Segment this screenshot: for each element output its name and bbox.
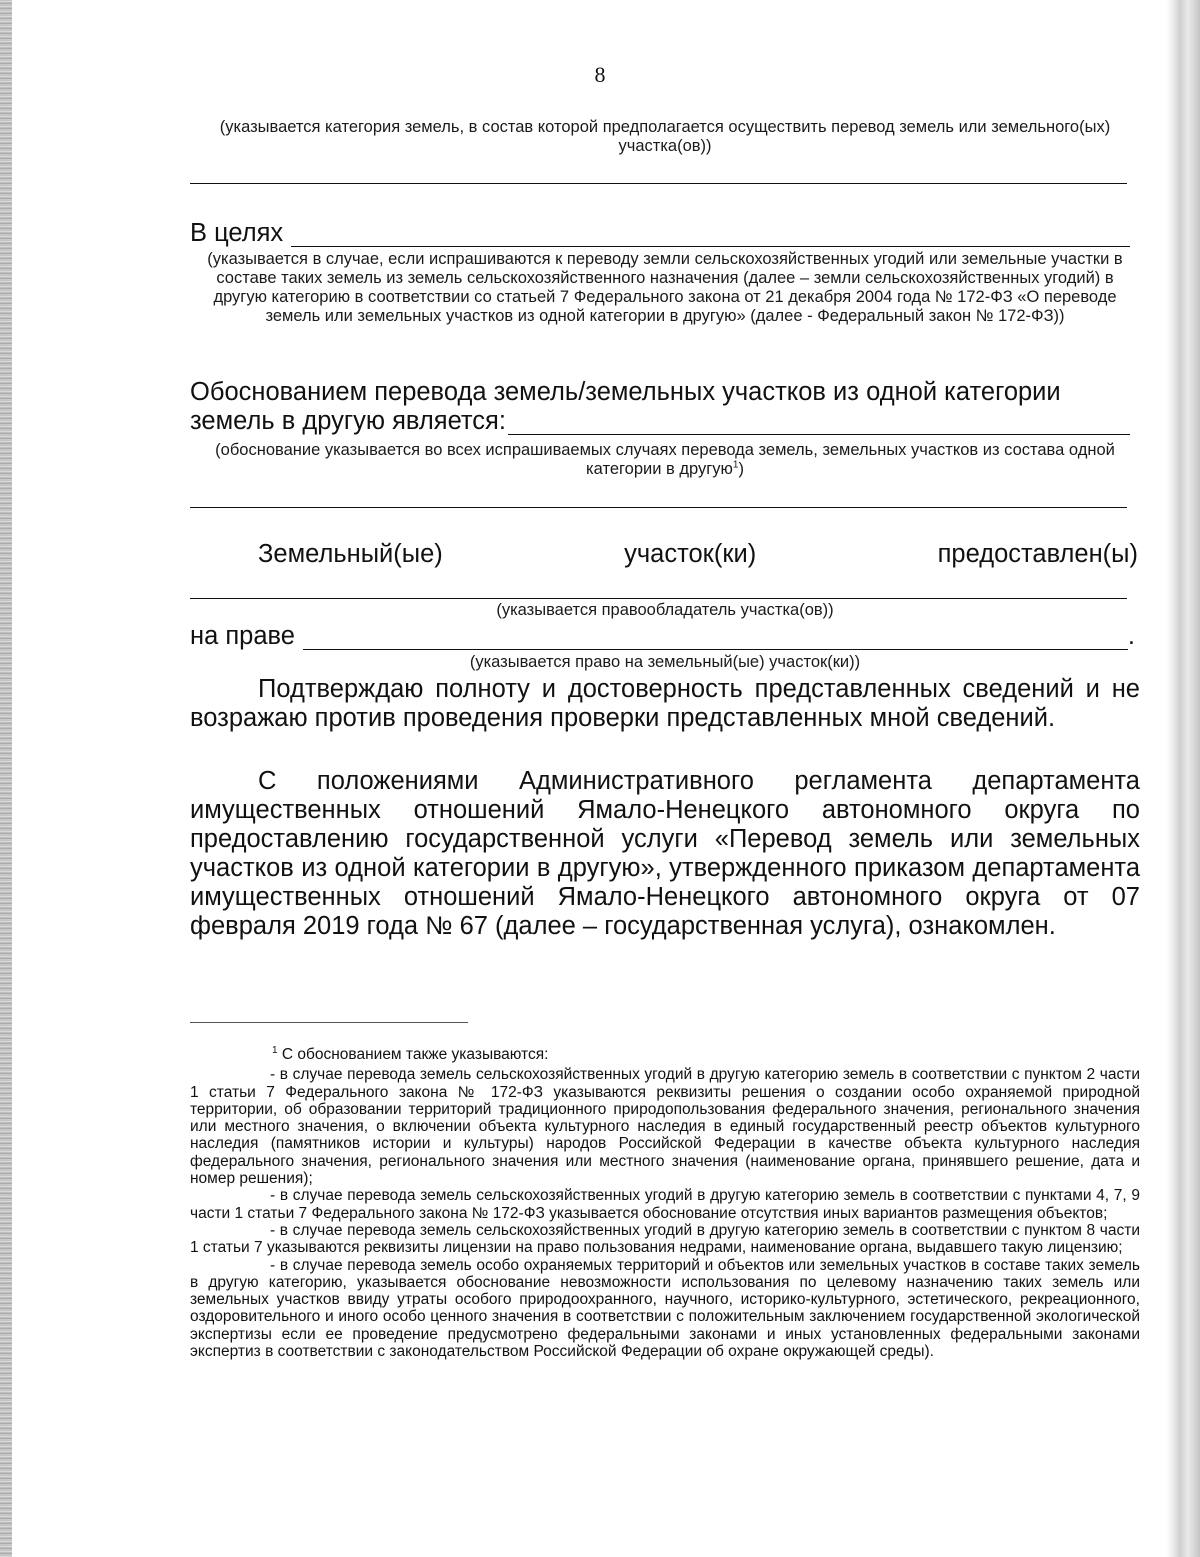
justification-line1: Обоснованием перевода земель/земельных участков из одной категории <box>190 378 1061 406</box>
page-number: 8 <box>594 62 606 87</box>
justification-fill-line[interactable] <box>508 412 1130 435</box>
right-end: . <box>1127 622 1135 650</box>
justification-line2: земель в другую является: <box>190 407 506 435</box>
plots-word-2: участок(ки) <box>624 540 757 568</box>
right-fill-line[interactable] <box>303 627 1128 650</box>
right-label: на праве <box>190 622 295 650</box>
confirm-paragraph: Подтверждаю полноту и достоверность представленных сведений и не возражаю против проведения проверки представленных мной сведений. <box>190 675 1140 732</box>
justification-note-end: ) <box>738 460 744 478</box>
plots-word-1: Земельный(ые) <box>258 540 443 568</box>
footnote-intro <box>190 1046 1140 1063</box>
footnote-ref: 1 <box>732 459 739 471</box>
scan-edge-right <box>1166 0 1200 1557</box>
footnote-item-4: - в случае перевода земель особо охраняемых территорий и объектов или земельных участков в составе таких земель в другую категорию, указывается обоснование невозможности использования по целевому назначению таких земель или земельных участков ввиду утраты особого природоохранного, научного, историко-культурного, эстетического, рекреационного, оздоровительного и иного особо ценного значения в соответствии с положительным заключением государственной экологической экспертизы если ее проведение предусмотрено федеральными законами и иных установленных федеральными законами экспертиз в соответствии с законодательством Российской Федерации об охране окружающей среды). <box>190 1256 1140 1361</box>
purpose-note: (указывается в случае, если испрашиваются к переводу земли сельскохозяйственных угодий или земельные участки в составе таких земель из земель сельскохозяйственного назначения (далее – земли сельскохозяйственных угодий) в другую категорию в соответствии со статьей 7 Федерального закона от 21 декабря 2004 года № 172-ФЗ «О переводе земель или земельных участков из одной категории в другую» (далее - Федеральный закон № 172-ФЗ)) <box>207 250 1123 325</box>
footnote-marker: 1 <box>272 1044 278 1056</box>
justification-note-text: (обоснование указывается во всех испрашиваемых случаях перевода земель, земельных участков из состава одной категории в другую <box>215 441 1115 478</box>
footnote-separator <box>190 1022 468 1023</box>
footnote-item-1: - в случае перевода земель сельскохозяйственных угодий в другую категорию земель в соответствии с пунктом 2 части 1 статьи 7 Федерального закона № 172-ФЗ указываются реквизиты решения о создании особо охраняемой природной территории, об образовании территорий традиционного природопользования федерального значения, регионального значения или местного значения, о включении объекта культурного наследия в единый государственный реестр объектов культурного наследия (памятников истории и культуры) народов Российской Федерации в качестве объекта культурного наследия федерального значения, регионального значения или местного значения (наименование органа, принявшего решение, дата и номер решения); <box>190 1066 1140 1188</box>
right-row <box>190 622 1135 650</box>
land-category-line <box>190 183 1127 184</box>
purpose-row <box>190 219 1130 247</box>
justification-note <box>190 441 1140 479</box>
purpose-fill-line[interactable] <box>291 224 1130 247</box>
scan-edge-left <box>0 0 12 1557</box>
footnote-intro-text: С обоснованием также указываются: <box>277 1046 549 1063</box>
land-category-note: (указывается категория земель, в состав которой предполагается осуществить перевод земель или земельного(ых) участка(ов)) <box>219 118 1111 155</box>
holder-line[interactable] <box>190 598 1127 599</box>
footnote-item-2: - в случае перевода земель сельскохозяйственных угодий в другую категорию земель в соответствии с пунктами 4, 7, 9 части 1 статьи 7 Федерального закона № 172-ФЗ указывается обоснование отсутствия иных вариантов размещения объектов; <box>190 1187 1140 1222</box>
regulation-paragraph: С положениями Административного регламента департамента имущественных отношений Ямало-Ненецкого автономного округа по предоставлению государственной услуги «Перевод земель или земельных участков из одной категории в другую», утвержденного приказом департамента имущественных отношений Ямало-Ненецкого автономного округа от 07 февраля 2019 года № 67 (далее – государственная услуга), ознакомлен. <box>190 767 1140 940</box>
plots-word-3: предоставлен(ы) <box>937 540 1138 568</box>
footnotes <box>190 1046 1140 1360</box>
footnote-item-3: - в случае перевода земель сельскохозяйственных угодий в другую категорию земель в соответствии с пунктом 8 части 1 статьи 7 указываются реквизиты лицензии на право пользования недрами, наименование органа, выдавшего такую лицензию; <box>190 1221 1140 1257</box>
right-note: (указывается право на земельный(ые) участок(ки)) <box>469 653 861 671</box>
plots-row <box>258 540 1138 568</box>
justification-row <box>190 407 1130 435</box>
holder-note: (указывается правообладатель участка(ов)) <box>496 601 834 619</box>
purpose-label: В целях <box>190 219 284 247</box>
justification-line <box>190 507 1127 508</box>
